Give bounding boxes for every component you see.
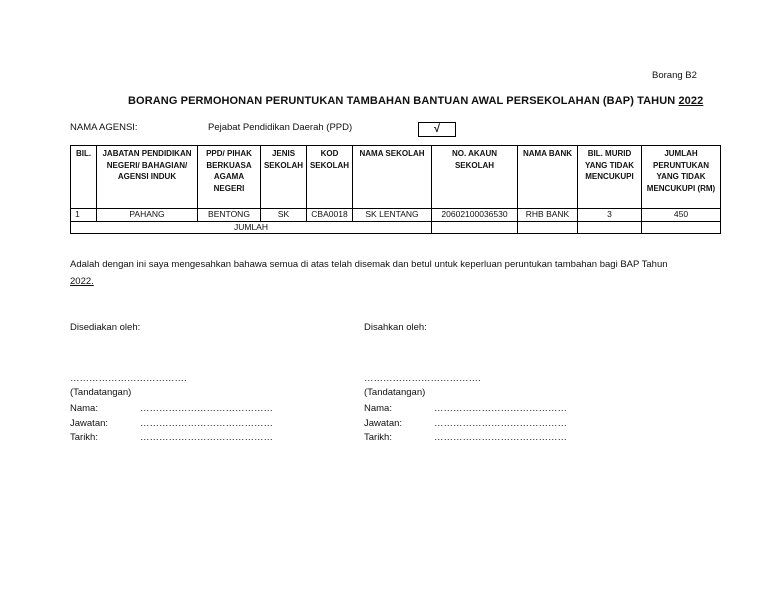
form-code: Borang B2 [652,70,697,81]
prepared-heading: Disediakan oleh: [70,322,141,333]
total-label: JUMLAH [71,221,432,234]
form-title-year: 2022 [678,95,704,107]
prepared-position-field[interactable]: …………………………………… [140,418,273,429]
approved-signature-line: ………………………………. [364,373,481,384]
col-bil-murid: BIL. MURID YANG TIDAK MENCUKUPI [578,146,642,209]
total-empty-3 [578,221,642,234]
declaration-year: 2022. [70,276,94,287]
form-title-main: BORANG PERMOHONAN PERUNTUKAN TAMBAHAN BANTUAN AWAL PERSEKOLAHAN (BAP) TAHUN [128,95,679,107]
cell-no-akaun: 20602100036530 [432,209,518,222]
form-title [128,95,703,107]
approved-name-label: Nama: [364,403,392,414]
cell-nama-sekolah: SK LENTANG [353,209,432,222]
cell-nama-bank: RHB BANK [518,209,578,222]
prepared-position-label: Jawatan: [70,418,109,429]
col-jabatan: JABATAN PENDIDIKAN NEGERI/ BAHAGIAN/ AGENSI INDUK [97,146,198,209]
cell-bil: 1 [71,209,97,222]
total-empty-2 [518,221,578,234]
prepared-name-label: Nama: [70,403,98,414]
table-header-row [71,146,721,209]
approved-date-field[interactable]: …………………………………… [434,432,567,443]
cell-jabatan: PAHANG [97,209,198,222]
prepared-date-field[interactable]: …………………………………… [140,432,273,443]
col-bil: BIL. [71,146,97,209]
col-kod-sekolah: KOD SEKOLAH [307,146,353,209]
approved-position-label: Jawatan: [364,418,403,429]
approved-signature-label: (Tandatangan) [364,387,426,398]
prepared-signature-label: (Tandatangan) [70,387,132,398]
col-jumlah-peruntukan: JUMLAH PERUNTUKAN YANG TIDAK MENCUKUPI (RM) [642,146,721,209]
total-empty-4 [642,221,721,234]
prepared-date-label: Tarikh: [70,432,98,443]
cell-kod-sekolah: CBA0018 [307,209,353,222]
cell-bil-murid: 3 [578,209,642,222]
col-ppd: PPD/ PIHAK BERKUASA AGAMA NEGERI [198,146,261,209]
cell-jenis-sekolah: SK [261,209,307,222]
table-total-row [71,221,721,234]
approved-position-field[interactable]: …………………………………… [434,418,567,429]
approved-name-field[interactable]: …………………………………… [434,403,567,414]
col-jenis-sekolah: JENIS SEKOLAH [261,146,307,209]
declaration-text: Adalah dengan ini saya mengesahkan bahawa semua di atas telah disemak dan betul untuk keperluan peruntukan tambahan bagi BAP Tahun [70,259,668,270]
total-empty-1 [432,221,518,234]
prepared-signature-line: ………………………………. [70,373,187,384]
agency-label: NAMA AGENSI: [70,122,138,133]
cell-ppd: BENTONG [198,209,261,222]
agency-value: Pejabat Pendidikan Daerah (PPD) [208,122,353,133]
approved-date-label: Tarikh: [364,432,392,443]
agency-checkbox[interactable]: √ [418,122,456,137]
col-nama-bank: NAMA BANK [518,146,578,209]
approved-heading: Disahkan oleh: [364,322,427,333]
col-nama-sekolah: NAMA SEKOLAH [353,146,432,209]
prepared-name-field[interactable]: …………………………………… [140,403,273,414]
table-row [71,209,721,222]
allocation-table [70,145,721,234]
cell-jumlah-peruntukan: 450 [642,209,721,222]
col-no-akaun: NO. AKAUN SEKOLAH [432,146,518,209]
